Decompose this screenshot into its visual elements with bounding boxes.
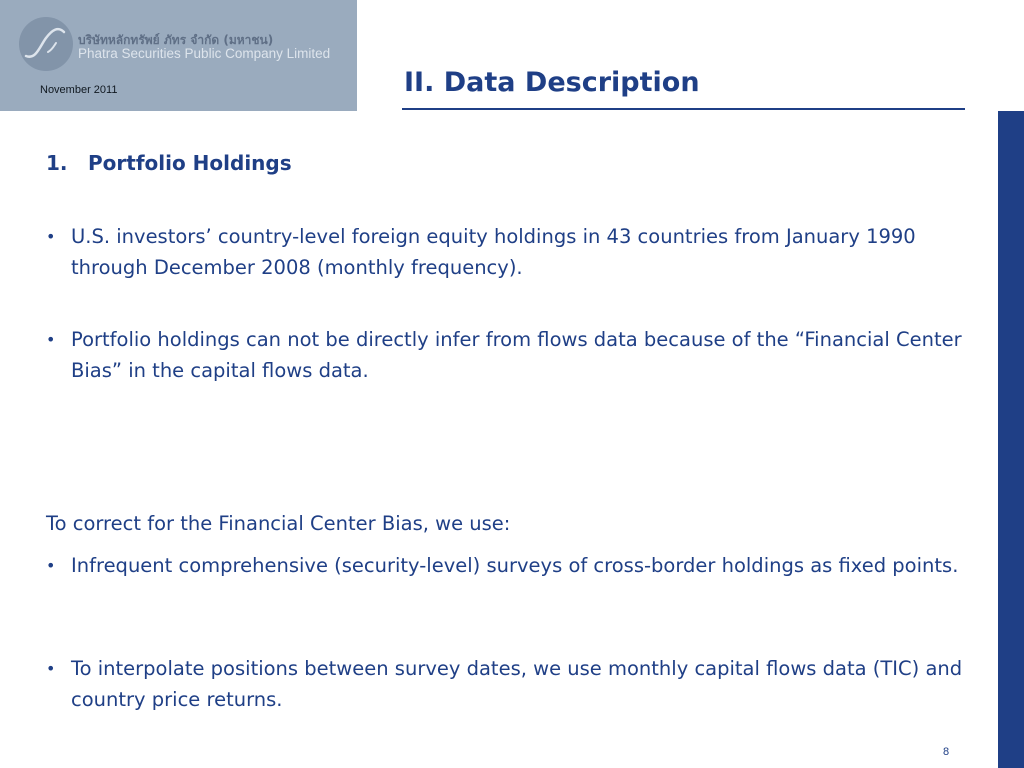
section-title: Portfolio Holdings [88, 151, 292, 175]
bullet-dot-icon: • [46, 330, 56, 349]
right-accent-bar [998, 111, 1024, 768]
company-name-thai: บริษัทหลักทรัพย์ ภัทร จำกัด (มหาชน) [78, 33, 274, 47]
section-number: 1. [46, 151, 68, 175]
bullet-text: U.S. investors’ country-level foreign equity holdings in 43 countries from January 1990 through December 2008 (monthly frequency). [71, 225, 916, 279]
bullet-item [46, 324, 966, 386]
intro-line: To correct for the Financial Center Bias, we use: [46, 512, 511, 535]
company-name-english: Phatra Securities Public Company Limited [78, 46, 331, 61]
bullet-dot-icon: • [46, 659, 56, 678]
company-logo-banner [0, 0, 357, 111]
bullet-item [46, 653, 966, 715]
bullet-item [46, 550, 966, 581]
page-number: 8 [943, 746, 950, 758]
slide-title: II. Data Description [404, 67, 700, 98]
bullet-dot-icon: • [46, 227, 56, 246]
bullet-text: To interpolate positions between survey dates, we use monthly capital flows data (TIC) and country price returns. [71, 657, 963, 711]
bullet-text: Portfolio holdings can not be directly infer from flows data because of the “Financial Center Bias” in the capital flows data. [71, 328, 962, 382]
title-underline [402, 108, 965, 110]
section-heading [46, 151, 292, 175]
presentation-date: November 2011 [40, 84, 118, 96]
bullet-text: Infrequent comprehensive (security-level) surveys of cross-border holdings as fixed points. [71, 554, 959, 577]
bullet-dot-icon: • [46, 556, 56, 575]
phatra-swirl-logo-icon [18, 16, 74, 72]
bullet-item [46, 221, 966, 283]
